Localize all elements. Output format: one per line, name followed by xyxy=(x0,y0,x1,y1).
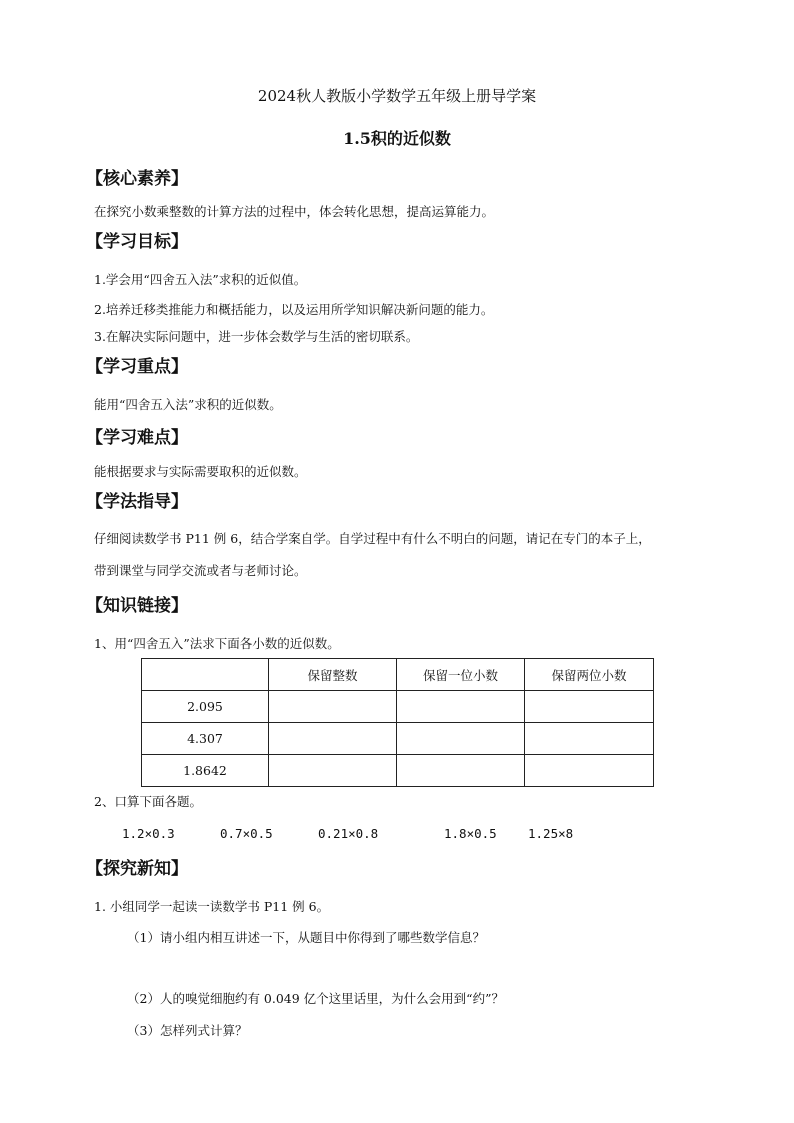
section-heading-key-points: 【学习重点】 xyxy=(86,357,188,377)
section-heading-knowledge-link: 【知识链接】 xyxy=(86,596,188,616)
section-heading-difficulties: 【学习难点】 xyxy=(86,428,188,448)
table-header-cell: 保留一位小数 xyxy=(397,659,525,691)
answer-cell[interactable] xyxy=(397,723,525,755)
key-points-text: 能用“四舍五入法”求积的近似数。 xyxy=(94,397,282,412)
mental-math-item: 1.25×8 xyxy=(528,826,574,841)
answer-cell[interactable] xyxy=(269,691,397,723)
section-heading-explore: 【探究新知】 xyxy=(86,859,188,879)
explore-question: （2）人的嗅觉细胞约有 0.049 亿个这里话里，为什么会用到“约”？ xyxy=(127,991,504,1006)
section-heading-study-guide: 【学法指导】 xyxy=(86,492,188,512)
answer-cell[interactable] xyxy=(269,723,397,755)
table-row-label: 2.095 xyxy=(142,691,269,723)
table-header-cell: 保留两位小数 xyxy=(525,659,654,691)
objective-item: 3.在解决实际问题中，进一步体会数学与生活的密切联系。 xyxy=(94,329,419,344)
section-heading-core-literacy: 【核心素养】 xyxy=(86,169,188,189)
lesson-title: 1.5积的近似数 xyxy=(343,129,451,148)
answer-cell[interactable] xyxy=(397,755,525,787)
mental-math-item: 1.2×0.3 xyxy=(122,826,175,841)
table-row xyxy=(142,723,654,755)
knowledge-question-2: 2、口算下面各题。 xyxy=(94,794,202,809)
objective-item: 1.学会用“四舍五入法”求积的近似值。 xyxy=(94,272,307,287)
table-row-label: 4.307 xyxy=(142,723,269,755)
table-row xyxy=(142,691,654,723)
answer-cell[interactable] xyxy=(525,755,654,787)
explore-question: （3）怎样列式计算？ xyxy=(127,1023,248,1038)
mental-math-item: 0.21×0.8 xyxy=(318,826,379,841)
study-guide-line: 仔细阅读数学书 P11 例 6，结合学案自学。自学过程中有什么不明白的问题，请记在专门的本子上， xyxy=(94,531,651,546)
objective-item: 2.培养迁移类推能力和概括能力，以及运用所学知识解决新问题的能力。 xyxy=(94,302,494,317)
answer-cell[interactable] xyxy=(525,691,654,723)
core-literacy-text: 在探究小数乘整数的计算方法的过程中，体会转化思想，提高运算能力。 xyxy=(94,204,495,219)
section-heading-objectives: 【学习目标】 xyxy=(86,232,188,252)
table-header-cell xyxy=(142,659,269,691)
answer-cell[interactable] xyxy=(397,691,525,723)
knowledge-question-1: 1、用“四舍五入”法求下面各小数的近似数。 xyxy=(94,636,340,651)
table-header-cell: 保留整数 xyxy=(269,659,397,691)
explore-question: （1）请小组内相互讲述一下，从题目中你得到了哪些数学信息？ xyxy=(127,930,485,945)
study-guide-line: 带到课堂与同学交流或者与老师讨论。 xyxy=(94,563,307,578)
mental-math-item: 1.8×0.5 xyxy=(444,826,497,841)
table-row-label: 1.8642 xyxy=(142,755,269,787)
explore-intro: 1. 小组同学一起读一读数学书 P11 例 6。 xyxy=(94,899,330,914)
answer-cell[interactable] xyxy=(269,755,397,787)
document-title: 2024秋人教版小学数学五年级上册导学案 xyxy=(257,87,537,105)
approximation-table xyxy=(141,658,654,787)
table-header-row xyxy=(142,659,654,691)
answer-cell[interactable] xyxy=(525,723,654,755)
table-row xyxy=(142,755,654,787)
mental-math-item: 0.7×0.5 xyxy=(220,826,273,841)
difficulties-text: 能根据要求与实际需要取积的近似数。 xyxy=(94,464,307,479)
